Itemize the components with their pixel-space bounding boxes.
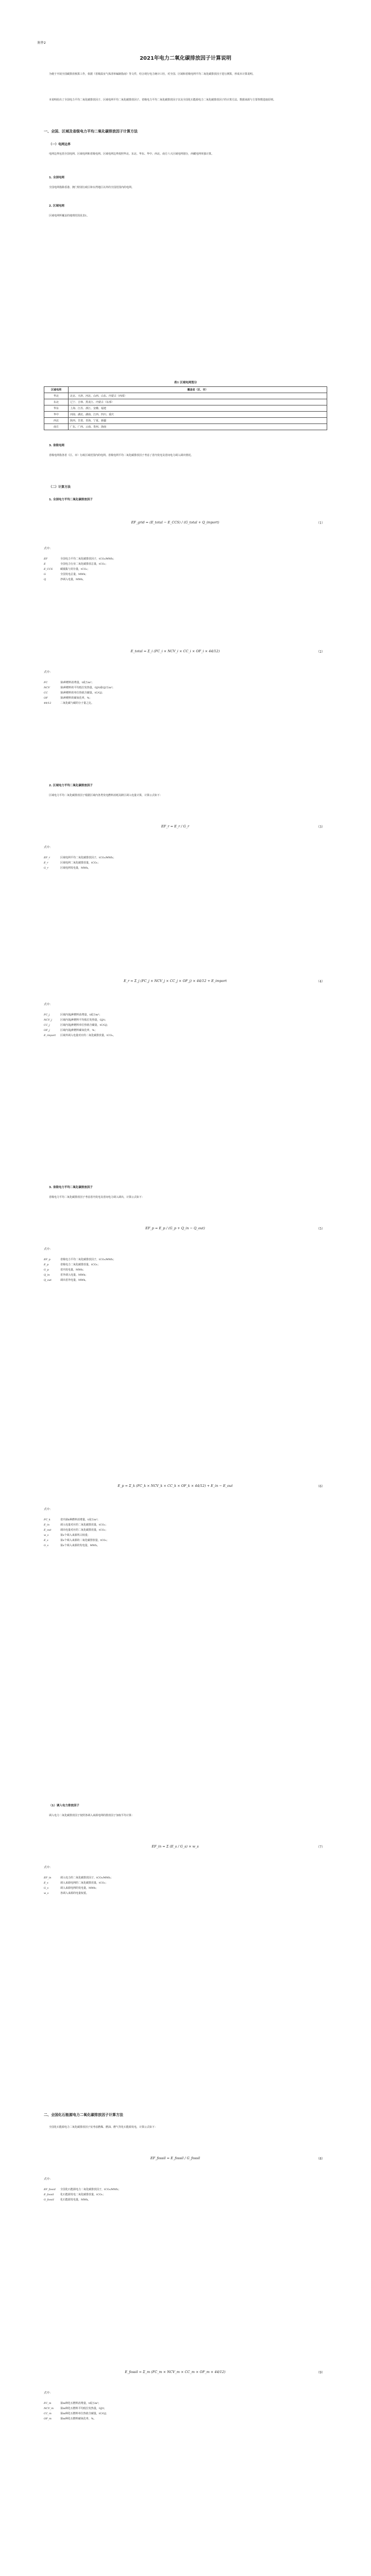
body-paragraph: 全国化石能源电力二氧化碳排放因子仅考虑燃煤、燃油、燃气等化石能源发电，计算公式如下： [49,2126,158,2129]
formula-number: （2） [316,650,325,654]
definition-item [44,855,322,860]
intro-paragraph: 本说明给出了全国电力平均二氧化碳排放因子、区域电网平均二氧化碳排放因子、省级电力平均二氧化碳排放因子以及全国化石能源电力二氧化碳排放因子的计算方法、数据来源与主要参数选取原则。 [49,98,276,101]
section-heading: 二、全国化石能源电力二氧化碳排放因子计算方法 [44,2113,123,2117]
definition-symbol: NCV [44,686,50,689]
table-cell: 西北 [44,418,69,424]
definition-text: 全国化石能源电力二氧化碳排放因子，tCO₂/MWh； [60,2188,121,2191]
subsection-heading: （1）调入电力排放因子 [49,1804,79,1807]
definition-item [44,1875,322,1880]
definition-symbol: EF_p [44,1258,50,1261]
formula-number: （8） [316,2157,325,2161]
subsection-heading: 1. 全国电网 [49,176,64,179]
definition-text: 全国电力行业二氧化碳排放总量，tCO₂； [60,563,108,566]
definition-text: 省内第k种燃料消费量，t或万m³； [60,1518,100,1521]
definition-list [44,1012,322,1038]
definition-symbol: G_s [44,1544,49,1547]
definition-text: 省级电力二氧化碳排放量，tCO₂； [60,1263,100,1266]
definition-item [44,577,322,582]
definition-list [44,1517,322,1548]
where-label: 式中： [44,846,53,849]
definition-item [44,1267,322,1273]
definition-list [44,680,322,706]
definition-text: 碳捕集与封存量，tCO₂； [60,568,90,571]
definition-text: 区域电网平均二氧化碳排放因子，tCO₂/MWh； [60,856,116,859]
definition-item [44,680,322,685]
definition-text: 第s个调入来源的发电量，MWh。 [60,1544,100,1547]
definition-symbol: E_fossil [44,2193,54,2196]
definition-symbol: G_p [44,1268,49,1272]
body-paragraph: 调入电力二氧化碳排放因子按照各调入来源电网的排放因子加权平均计算： [49,1814,134,1817]
formula-6 [46,1484,325,1492]
formula-number: （1） [316,521,325,525]
definition-symbol: OF [44,697,48,700]
definition-symbol: NCV_m [44,2407,54,2410]
definition-item [44,1517,322,1522]
definition-item [44,1028,322,1033]
definition-item [44,1886,322,1891]
where-label: 式中： [44,547,53,550]
definition-symbol: FC_k [44,1518,50,1521]
definition-text: 第i种燃料的单位热值含碳量，tC/GJ； [60,691,105,694]
body-paragraph: 省级电力平均二氧化碳排放因子考虑省内发电及省间电力调入调出，计算公式如下： [49,1196,145,1199]
definition-text: 二氧化碳与碳的分子量之比。 [60,702,94,705]
definition-list [44,1257,322,1283]
definition-text: 第m种化石燃料单位热值含碳量，tC/GJ； [60,2412,109,2415]
subsection-heading: 3. 省级电网 [49,444,64,447]
definition-symbol: E_r [44,861,48,865]
definition-item [44,1880,322,1886]
definition-item [44,685,322,690]
table-cell: 广东、广西、云南、贵州、海南 [69,424,327,430]
subsection-heading: 2. 区域电力平均二氧化碳排放因子 [49,784,93,787]
definition-item [44,1012,322,1018]
formula-7 [46,1844,325,1853]
table-cell: 东北 [44,399,69,405]
subsection-heading: 1. 全国电力平均二氧化碳排放因子 [49,498,93,501]
formula-8 [46,2156,325,2164]
formula-3 [46,824,325,833]
formula-expression: E_p = Σ_k (FC_k × NCV_k × CC_k × OF_k × 44/12) + E_in − E_out [117,1484,233,1488]
table-caption: 表1 区域电网划分 [174,381,197,384]
definition-item [44,2187,322,2192]
definition-item [44,2197,322,2202]
definition-text: 省内发电量，MWh； [60,1268,86,1272]
definition-text: 区域内第j种燃料消费量，t或万m³； [60,1013,102,1016]
table-cell: 北京、天津、河北、山西、山东、内蒙古（西部） [69,393,327,399]
table-row [44,424,327,430]
formula-number: （3） [316,825,325,829]
definition-text: 调入来源电网的发电量，MWh； [60,1887,98,1890]
formula-expression: E_r = Σ_j (FC_j × NCV_j × CC_j × OF_j) × 44/12 + E_import [123,979,227,983]
definition-symbol: EF_fossil [44,2188,56,2191]
definition-item [44,1528,322,1533]
table-row [44,393,327,399]
definition-symbol: EF_in [44,1876,52,1879]
formula-number: （6） [316,1485,325,1488]
definition-symbol: OF_m [44,2417,52,2420]
definition-text: 全国电力平均二氧化碳排放因子，tCO₂/MWh； [60,557,116,561]
formula-4 [46,979,325,987]
where-label: 式中： [44,671,53,674]
formula-expression: EF_fossil = E_fossil / G_fossil [150,2156,200,2160]
definition-symbol: 44/12 [44,702,52,705]
table-cell: 华中 [44,412,69,418]
definition-symbol: FC [44,681,48,684]
definition-item [44,860,322,866]
definition-text: 各调入来源的电量权重。 [60,1892,89,1895]
definition-item [44,690,322,696]
definition-text: 区域电网二氧化碳排放量，tCO₂； [60,861,100,865]
formula-1 [46,520,325,529]
definition-symbol: E_p [44,1263,49,1266]
body-paragraph: 省级电网指各省（区、市）行政区域范围内的电网。省级电网平均二氧化碳排放因子考虑了省内发电及省间电力调入调出情况。 [49,454,194,457]
definition-item [44,1278,322,1283]
table-row [44,418,327,424]
definition-text: 第s个调入来源的二氧化碳排放量，tCO₂； [60,1539,109,1542]
subsection-heading: 3. 省级电力平均二氧化碳排放因子 [49,1186,93,1189]
where-label: 式中： [44,1866,53,1869]
section-heading: 一、全国、区域及省级电力平均二氧化碳排放因子计算方法 [44,129,138,133]
where-label: 式中： [44,2178,53,2181]
where-label: 式中： [44,2392,53,2395]
definition-symbol: E [44,563,46,566]
definition-item [44,2401,322,2406]
definition-text: 第m种化石燃料消费量，t或万m³； [60,2402,101,2405]
definition-list [44,556,322,582]
definition-symbol: OF_j [44,1029,50,1032]
definition-text: 全国发电总量，MWh； [60,573,88,576]
table-cell: 陕西、甘肃、青海、宁夏、新疆 [69,418,327,424]
definition-text: 区域内第j种燃料碳氧化率，%； [60,1029,97,1032]
definition-symbol: NCV_j [44,1019,52,1022]
subsection-heading: 2. 区域电网 [49,205,64,208]
definition-item [44,1522,322,1528]
subsection-heading: （二）计算方法 [49,485,71,489]
definition-text: 调入电力的二氧化碳排放因子，tCO₂/MWh； [60,1876,113,1879]
definition-list [44,1875,322,1896]
formula-number: （4） [316,980,325,984]
formula-expression: E_total = Σ_i (FC_i × NCV_i × CC_i × OF_i × 44/12) [130,649,220,653]
definition-item [44,1257,322,1262]
table-cell: 上海、江苏、浙江、安徽、福建 [69,405,327,412]
definition-item [44,1023,322,1028]
where-label: 式中： [44,1248,53,1251]
body-paragraph: 全国电网指除香港、澳门特别行政区和台湾地区以外的全国范围内的电网。 [49,186,134,189]
formula-expression: EF_grid = (E_total − E_CCS) / (G_total + Q_import) [131,520,220,524]
definition-item [44,2416,322,2421]
definition-text: 第m种化石燃料碳氧化率，%。 [60,2417,96,2420]
table-cell: 华北 [44,393,69,399]
definition-text: 省外调入电量，MWh； [60,1274,88,1277]
definition-text: 调出省外电量，MWh。 [60,1279,88,1282]
definition-list [44,855,322,871]
definition-symbol: FC_j [44,1013,50,1016]
definition-item [44,1891,322,1896]
definition-symbol: E_in [44,1523,49,1527]
definition-symbol: FC_m [44,2402,52,2405]
definition-text: 第s个调入来源所占权重； [60,1534,90,1537]
table-cell: 河南、湖北、湖南、江西、四川、重庆 [69,412,327,418]
annex-label: 附件2 [38,41,46,45]
formula-9 [46,2370,325,2378]
definition-text: 调入来源电网的二氧化碳排放量，tCO₂； [60,1882,108,1885]
definition-text: 调入电量对应的二氧化碳排放量，tCO₂； [60,1523,108,1527]
formula-2 [46,649,325,657]
definition-list [44,2187,322,2202]
formula-expression: E_fossil = Σ_m (FC_m × NCV_m × CC_m × OF_m × 44/12) [125,2370,226,2374]
formula-5 [46,1226,325,1234]
definition-symbol: w_s [44,1534,49,1537]
definition-symbol: CC_m [44,2412,52,2415]
formula-number: （7） [316,1845,325,1849]
definition-text: 省级电力平均二氧化碳排放因子，tCO₂/MWh； [60,1258,116,1261]
definition-text: 净调入电量，MWh。 [60,578,86,581]
definition-list [44,2401,322,2421]
definition-item [44,567,322,572]
definition-item [44,1033,322,1038]
where-label: 式中： [44,1003,53,1006]
definition-item [44,2192,322,2197]
definition-symbol: E_out [44,1529,52,1532]
body-paragraph: 区域电网所覆盖的地理范围见表1。 [49,214,90,217]
definition-symbol: E_s [44,1539,48,1542]
definition-text: 化石能源发电量，MWh。 [60,2198,91,2201]
definition-item [44,1018,322,1023]
definition-text: 第i种燃料消费量，t或万m³； [60,681,94,684]
definition-symbol: EF_r [44,856,50,859]
definition-symbol: E_CCS [44,568,53,571]
table-row [44,399,327,405]
formula-expression: EF_r = E_r / G_r [161,824,190,828]
definition-item [44,866,322,871]
definition-text: 化石能源发电二氧化碳排放量，tCO₂； [60,2193,105,2196]
definition-text: 区域电网发电量，MWh。 [60,867,91,870]
body-paragraph: 区域电力平均二氧化碳排放因子根据区域内各类发电燃料消耗及跨区调入电量计算，计算公式如下： [49,794,163,797]
definition-text: 区域外调入电量对应的二氧化碳排放量，tCO₂。 [60,1034,115,1037]
definition-text: 区域内第j种燃料单位热值含碳量，tC/GJ； [60,1024,110,1027]
definition-symbol: CC_j [44,1024,50,1027]
definition-text: 第i种燃料的平均低位发热量，GJ/t或GJ/万m³； [60,686,115,689]
definition-symbol: Q [44,578,46,581]
definition-text: 调出电量对应的二氧化碳排放量，tCO₂； [60,1529,108,1532]
definition-symbol: E_s [44,1882,48,1885]
table-cell: 辽宁、吉林、黑龙江、内蒙古（东部） [69,399,327,405]
definition-symbol: CC [44,691,48,694]
definition-symbol: G_s [44,1887,49,1890]
formula-number: （5） [316,1227,325,1231]
subsection-heading: （一）电网边界 [49,143,71,146]
definition-item [44,556,322,562]
definition-item [44,2406,322,2411]
table-cell: 华东 [44,405,69,412]
table-header: 区域电网 [44,387,69,393]
definition-text: 区域内第j种燃料平均低位发热量，GJ/t； [60,1019,108,1022]
document-title: 2021年电力二氧化碳排放因子计算说明 [140,56,231,61]
region-table [44,386,327,430]
definition-item [44,562,322,567]
definition-item [44,572,322,577]
definition-item [44,696,322,701]
definition-item [44,1538,322,1543]
formula-expression: EF_p = E_p / (G_p + Q_in − Q_out) [145,1226,205,1230]
definition-symbol: G [44,573,46,576]
formula-expression: EF_in = Σ (E_s / G_s) × w_s [151,1844,199,1849]
definition-item [44,1533,322,1538]
definition-item [44,1262,322,1267]
definition-symbol: Q_out [44,1279,52,1282]
formula-number: （9） [316,2371,325,2375]
table-row [44,405,327,412]
definition-symbol: EF [44,557,48,561]
definition-text: 第m种化石燃料平均低位发热量，GJ/t； [60,2407,107,2410]
definition-item [44,701,322,706]
body-paragraph: 电网边界包括全国电网、区域电网和省级电网。区域电网边界按照华北、东北、华东、华中、西北、南方六大区域电网划分，西藏电网单独计算。 [49,152,214,156]
definition-symbol: E_import [44,1034,56,1037]
definition-text: 第i种燃料的碳氧化率，%； [60,697,92,700]
definition-symbol: w_s [44,1892,49,1895]
intro-paragraph: 为便于开展全国碳排放核算工作，依据《省级温室气体清单编制指南》等文件，结合现行电力统计口径，对全国、区域和省级电网平均二氧化碳排放因子进行测算，形成本计算说明。 [49,73,256,76]
definition-symbol: G_r [44,867,48,870]
where-label: 式中： [44,1508,53,1511]
definition-symbol: Q_in [44,1274,50,1277]
definition-item [44,1273,322,1278]
table-header: 覆盖省（区、市） [69,387,327,393]
table-cell: 南方 [44,424,69,430]
table-row [44,412,327,418]
definition-item [44,1543,322,1548]
definition-symbol: G_fossil [44,2198,54,2201]
definition-item [44,2411,322,2416]
